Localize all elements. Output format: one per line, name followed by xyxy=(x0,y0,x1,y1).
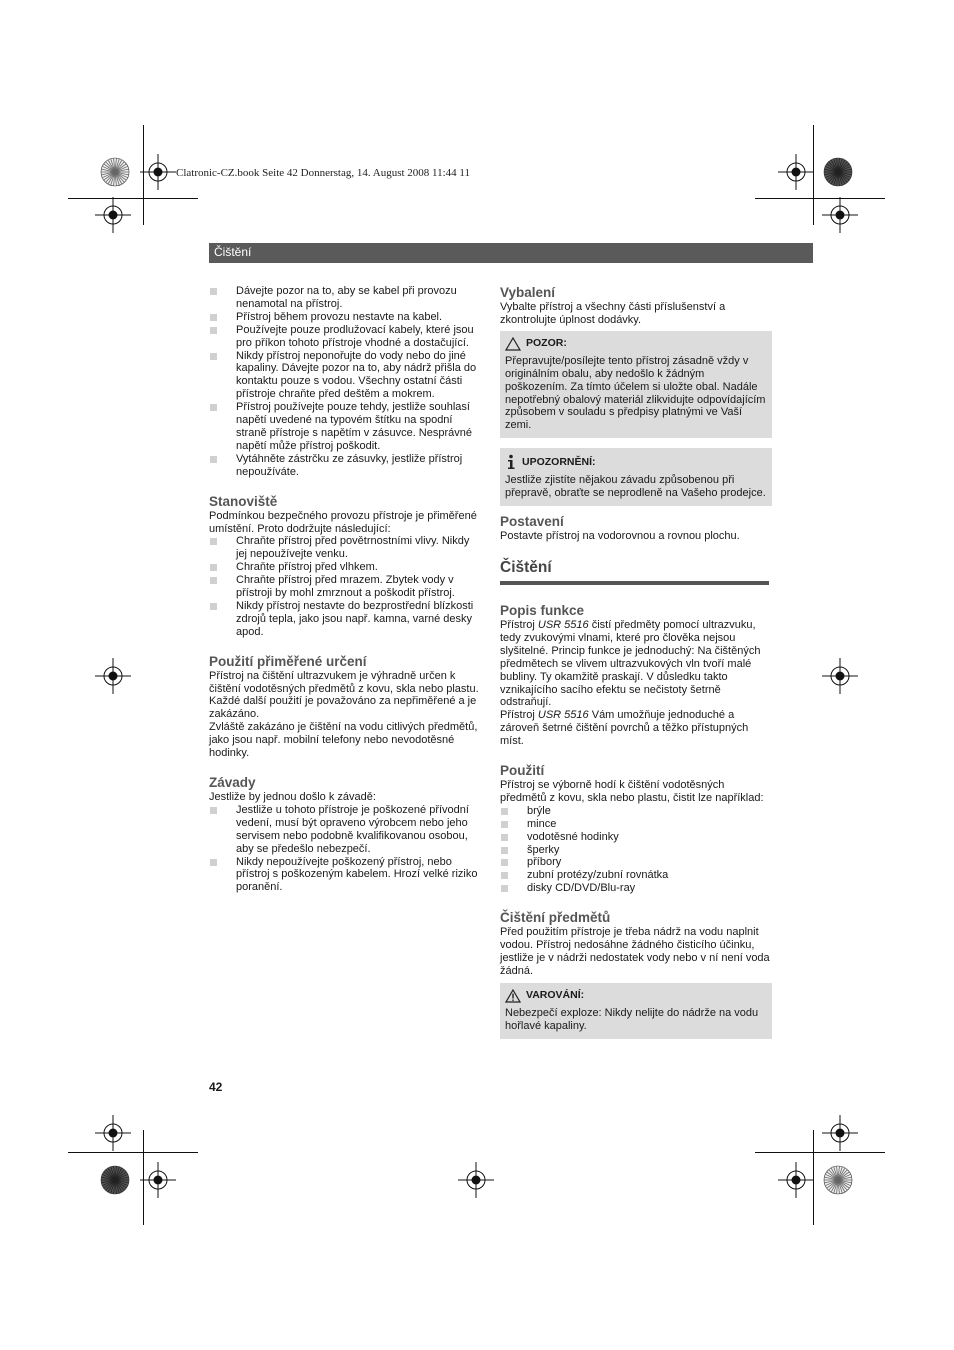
list-item: Chraňte přístroj před mrazem. Zbytek vody v přístroji by mohl zmrznout a poškodit přístroj. xyxy=(209,574,479,600)
list-item: Nikdy nepoužívejte poškozený přístroj, nebo přístroj s poškozeným kabelem. Hrozí velké riziko poranění. xyxy=(209,856,479,895)
varovani-text: Nebezpečí exploze: Nikdy nelijte do nádrže na vodu hořlavé kapaliny. xyxy=(505,1006,759,1032)
pouziti-intro: Přístroj se výborně hodí k čištění vodotěsných předmětů z kovu, skla nebo plastu, čistit lze například: xyxy=(500,779,764,804)
list-item: Chraňte přístroj před vlhkem. xyxy=(209,561,479,574)
list-item: Dávejte pozor na to, aby se kabel při provozu nenamotal na přístroj. xyxy=(209,285,479,311)
stanoviste-list xyxy=(209,535,479,638)
list-item: Chraňte přístroj před povětrnostními vlivy. Nikdy jej nepoužívejte venku. xyxy=(209,535,479,561)
predmetu-text: Před použitím přístroje je třeba nádrž na vodu naplnit vodou. Přístroj nedosáhne žádného čisticího účinku, jestliže je v nádrži nedostatek vody nebo v ní není voda žádná. xyxy=(500,926,770,977)
popis-heading: Popis funkce xyxy=(500,602,585,618)
upozorneni-text: Jestliže zjistíte nějakou závadu způsobenou při přepravě, obraťte se neprodleně na Vašeho prodejce. xyxy=(505,474,766,500)
list-item: Jestliže u tohoto přístroje je poškozené přívodní vedení, musí být opraveno výrobcem nebo jeho servisem nebo podobně kvalifikovanou osobou, aby se předešlo nebezpečí. xyxy=(209,804,479,856)
warning-triangle-icon xyxy=(505,989,521,1003)
registration-mark-icon xyxy=(776,152,816,192)
list-item: Nikdy přístroj neponořujte do vody nebo do jiné kapaliny. Dávejte pozor na to, aby nádrž přišla do kontaktu pouze s vodou. Všechny ostatní části přístroje chraňte před deštěm a mokrem. xyxy=(209,350,479,402)
warning-triangle-icon xyxy=(505,337,521,351)
section-rule xyxy=(500,581,769,585)
pozor-box xyxy=(500,331,772,438)
zavady-intro: Jestliže by jednou došlo k závadě: xyxy=(209,791,376,803)
popis-p2: Přístroj USR 5516 Vám umožňuje jednoduché a zároveň šetrné čištění povrchů a těžko přístupných míst. xyxy=(500,709,749,748)
list-item: Vytáhněte zástrčku ze zásuvky, jestliže přístroj nepoužíváte. xyxy=(209,453,479,479)
registration-mark-icon xyxy=(820,195,860,235)
upozorneni-label: UPOZORNĚNÍ: xyxy=(522,455,596,468)
registration-mark-icon xyxy=(776,1160,816,1200)
list-item: vodotěsné hodinky xyxy=(500,831,770,844)
zavady-list xyxy=(209,804,479,894)
registration-mark-icon xyxy=(138,1160,178,1200)
registration-mark-icon xyxy=(93,1113,133,1153)
stanoviste-heading: Stanoviště xyxy=(209,493,278,509)
registration-mark-icon xyxy=(93,656,133,696)
pouziti-list xyxy=(500,805,770,895)
registration-mark-icon xyxy=(93,195,133,235)
list-item: zubní protézy/zubní rovnátka xyxy=(500,869,770,882)
list-item: Přístroj používejte pouze tehdy, jestliže souhlasí napětí uvedené na typovém štítku na spodní straně přístroje s napětím v zásuvce. Nesprávné napětí může přístroj poškodit. xyxy=(209,401,479,453)
predmetu-heading: Čištění předmětů xyxy=(500,910,611,926)
right-column xyxy=(500,285,770,1039)
pouziti-heading: Použití xyxy=(500,763,545,779)
pouziti-urceni-p1: Přístroj na čištění ultrazvukem je výhradně určen k čištění vodotěsných předmětů z kovu, skla nebo plastu. xyxy=(209,669,479,695)
cisteni-section-title: Čištění xyxy=(500,558,552,576)
list-item: disky CD/DVD/Blu-ray xyxy=(500,882,770,895)
pouziti-urceni-heading: Použití přiměřené určení xyxy=(209,653,367,669)
registration-mark-icon xyxy=(820,656,860,696)
list-item: Přístroj během provozu nestavte na kabel. xyxy=(209,311,479,324)
varovani-label: VAROVÁNÍ: xyxy=(526,989,585,1002)
color-wheel-icon xyxy=(100,1165,130,1195)
list-item: mince xyxy=(500,818,770,831)
registration-mark-icon xyxy=(138,152,178,192)
info-icon xyxy=(505,454,517,470)
list-item: Používejte pouze prodlužovací kabely, které jsou pro příkon tohoto přístroje vhodné a dostačující. xyxy=(209,324,479,350)
color-wheel-icon xyxy=(823,157,853,187)
vybaleni-text: Vybalte přístroj a všechny části příslušenství a zkontrolujte úplnost dodávky. xyxy=(500,301,726,326)
pozor-label: POZOR: xyxy=(526,337,567,350)
zavady-heading: Závady xyxy=(209,775,256,790)
crop-line xyxy=(68,1152,198,1153)
page-number: 42 xyxy=(209,1080,223,1094)
varovani-box xyxy=(500,983,772,1039)
stanoviste-intro: Podmínkou bezpečného provozu přístroje je přiměřené umístění. Proto dodržujte následující: xyxy=(209,509,477,535)
popis-p1: Přístroj USR 5516 čistí předměty pomocí ultrazvuku, tedy zvukovými vlnami, které pro člověka nejsou slyšitelné. Princip funkce je jednoduchý: Na čištěných předmětech se vlivem ultrazvukových vln tvoří malé bubliny. Ty okamžitě praskají. V důsledku takto vznikajícího sacího efektu se nečistoty šetrně odstraňují. xyxy=(500,618,761,709)
pouziti-urceni-p3: Zvláště zakázáno je čištění na vodu citlivých předmětů, jako jsou např. mobilní telefony nebo nevodotěsné hodinky. xyxy=(209,721,478,760)
color-wheel-icon xyxy=(823,1165,853,1195)
list-item: šperky xyxy=(500,844,770,857)
list-item: Nikdy přístroj nestavte do bezprostřední blízkosti zdrojů tepla, jako jsou např. kamna, varné desky apod. xyxy=(209,600,479,639)
crop-line xyxy=(68,198,198,199)
registration-mark-icon xyxy=(456,1160,496,1200)
pouziti-urceni-p2: Každé další použití je považováno za nepřiměřené a je zakázáno. xyxy=(209,695,477,721)
list-item: příbory xyxy=(500,856,770,869)
section-header-bar xyxy=(209,243,813,263)
postaveni-text: Postavte přístroj na vodorovnou a rovnou plochu. xyxy=(500,530,740,543)
color-wheel-icon xyxy=(100,157,130,187)
safety-list xyxy=(209,285,479,479)
pozor-text: Přepravujte/posílejte tento přístroj zásadně vždy v originálním obalu, aby nedošlo k žádným poškozením. Za tímto účelem si uložte obal. Nadále nepotřebný obalový materiál zlikvidujte odpovídajícím způsobem v souladu s předpisy platnými ve Vaší zemi. xyxy=(505,354,766,432)
left-column xyxy=(209,285,479,894)
list-item: brýle xyxy=(500,805,770,818)
section-header-label: Čištění xyxy=(214,245,252,259)
upozorneni-box xyxy=(500,448,772,506)
registration-mark-icon xyxy=(820,1113,860,1153)
postaveni-heading: Postavení xyxy=(500,514,564,530)
vybaleni-heading: Vybalení xyxy=(500,285,556,300)
print-info: Clatronic-CZ.book Seite 42 Donnerstag, 14. August 2008 11:44 11 xyxy=(176,167,471,179)
